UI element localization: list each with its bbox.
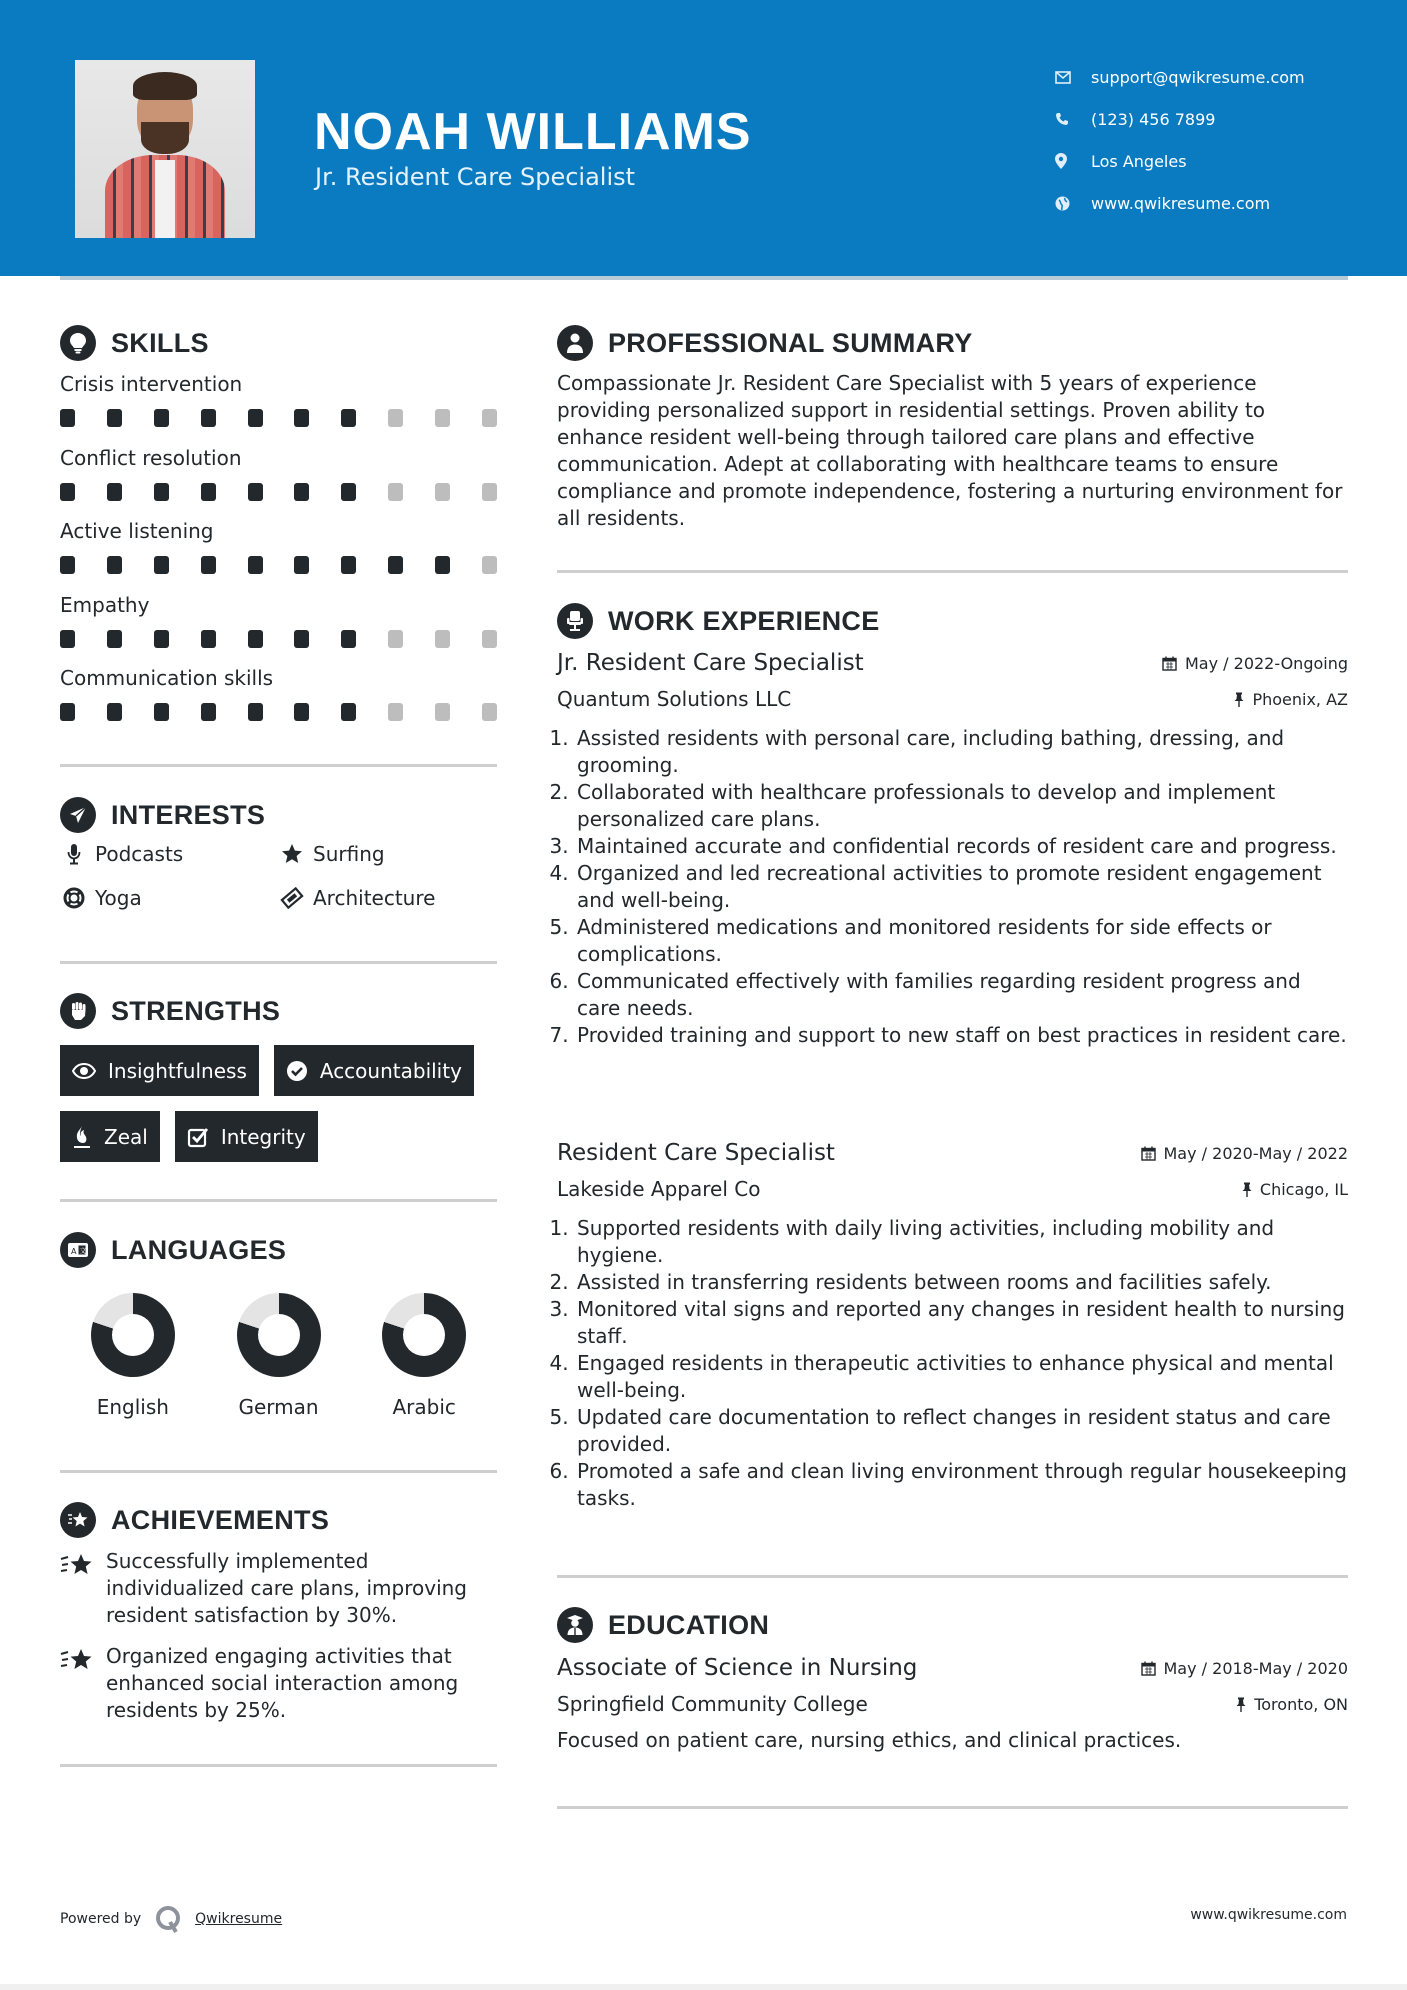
- strength-tag: Insightfulness: [60, 1045, 259, 1096]
- education-location: Toronto, ON: [1236, 1695, 1348, 1714]
- rating-dot-filled: [248, 630, 263, 648]
- achievement-star-icon: [60, 1548, 106, 1629]
- contact-email[interactable]: support@qwikresume.com: [1055, 56, 1305, 98]
- language-item: German: [206, 1293, 352, 1419]
- achievement-item: Successfully implemented individualized care plans, improving resident satisfaction by 30%.: [60, 1548, 497, 1629]
- lightbulb-icon: [60, 325, 96, 361]
- strength-tag: Integrity: [175, 1111, 318, 1162]
- strength-tag: Accountability: [274, 1045, 474, 1096]
- language-item: English: [60, 1293, 206, 1419]
- rating-dot-filled: [201, 703, 216, 721]
- contact-location: Los Angeles: [1055, 140, 1305, 182]
- rating-dot-filled: [341, 630, 356, 648]
- rating-dot-empty: [435, 703, 450, 721]
- rating-dot-filled: [107, 630, 122, 648]
- section-divider: [557, 1806, 1348, 1809]
- strength-tag: Zeal: [60, 1111, 160, 1162]
- language-proficiency-donut: [91, 1293, 175, 1377]
- rating-dot-filled: [60, 409, 75, 427]
- interests-heading: INTERESTS: [60, 797, 265, 833]
- summary-heading: PROFESSIONAL SUMMARY: [557, 325, 973, 361]
- calendar-icon: [1162, 656, 1177, 671]
- translate-icon: [60, 1232, 96, 1268]
- rating-dot-filled: [201, 630, 216, 648]
- contact-website[interactable]: www.qwikresume.com: [1055, 182, 1305, 224]
- job-location: Phoenix, AZ: [1234, 690, 1348, 709]
- job-entry: [557, 645, 1348, 1049]
- star-icon: [278, 843, 305, 865]
- calendar-icon: [1141, 1146, 1156, 1161]
- profile-photo: [75, 60, 255, 238]
- skill-rating: [60, 703, 497, 721]
- rating-dot-empty: [388, 630, 403, 648]
- achievement-star-icon: [60, 1502, 96, 1538]
- job-responsibilities: 1. Supported residents with daily living activities, including mobility and hygiene. 2. Assisted in transferring residents between rooms and facilities safely. 3. Monitored vital signs and reported any changes in resident health to nursing staff. 4. Engaged residents in therapeutic activities to enhance physical and mental well-being. 5. Updated care documentation to reflect changes in resident status and care provided. 6. Promoted a safe and clean living environment through regular housekeeping tasks.: [557, 1215, 1348, 1512]
- rating-dot-filled: [201, 556, 216, 574]
- rating-dot-filled: [435, 556, 450, 574]
- rating-dot-empty: [388, 703, 403, 721]
- candidate-title: Jr. Resident Care Specialist: [315, 163, 636, 191]
- paper-plane-icon: [60, 797, 96, 833]
- svg-text:A: A: [71, 1247, 77, 1256]
- map-marker-icon: [1055, 153, 1091, 169]
- rating-dot-empty: [482, 630, 497, 648]
- section-divider: [60, 1764, 497, 1767]
- rating-dot-filled: [294, 703, 309, 721]
- experience-heading: WORK EXPERIENCE: [557, 603, 880, 639]
- header-banner: [0, 0, 1407, 276]
- rating-dot-filled: [60, 703, 75, 721]
- rating-dot-empty: [482, 556, 497, 574]
- skill-rating: [60, 409, 497, 427]
- language-proficiency-donut: [237, 1293, 321, 1377]
- interest-item: Podcasts: [60, 840, 278, 868]
- job-dates: May / 2022-Ongoing: [1162, 654, 1348, 673]
- school-name: Springfield Community College: [557, 1692, 868, 1716]
- pushpin-icon: [1234, 692, 1244, 707]
- job-entry: [557, 1135, 1348, 1512]
- skill-item: Empathy: [60, 589, 497, 663]
- user-icon: [557, 325, 593, 361]
- achievement-star-icon: [60, 1643, 106, 1724]
- rating-dot-empty: [482, 703, 497, 721]
- check-square-icon: [187, 1126, 209, 1148]
- section-divider: [60, 764, 497, 767]
- achievement-item: Organized engaging activities that enhanced social interaction among residents by 25%.: [60, 1643, 497, 1724]
- fire-icon: [72, 1125, 92, 1149]
- achievements-list: [60, 1548, 497, 1738]
- rating-dot-filled: [294, 483, 309, 501]
- skills-heading: SKILLS: [60, 325, 209, 361]
- degree: Associate of Science in Nursing: [557, 1655, 918, 1681]
- fist-icon: [60, 993, 96, 1029]
- rating-dot-filled: [107, 703, 122, 721]
- job-dates: May / 2020-May / 2022: [1141, 1144, 1349, 1163]
- job-company: Quantum Solutions LLC: [557, 687, 792, 711]
- skill-item: Communication skills: [60, 662, 497, 736]
- office-chair-icon: [557, 603, 593, 639]
- languages-list: [60, 1293, 497, 1419]
- rating-dot-filled: [341, 703, 356, 721]
- skills-list: [60, 368, 497, 736]
- graduate-icon: [557, 1607, 593, 1643]
- section-divider: [60, 961, 497, 964]
- rating-dot-filled: [341, 409, 356, 427]
- rating-dot-filled: [154, 556, 169, 574]
- envelope-icon: [1055, 71, 1091, 84]
- rating-dot-filled: [107, 556, 122, 574]
- skill-rating: [60, 556, 497, 574]
- pushpin-icon: [1236, 1697, 1246, 1712]
- interest-item: Architecture: [278, 884, 496, 912]
- globe-icon: [1055, 196, 1091, 211]
- candidate-name: NOAH WILLIAMS: [314, 103, 752, 161]
- job-company: Lakeside Apparel Co: [557, 1177, 761, 1201]
- rating-dot-filled: [154, 703, 169, 721]
- rating-dot-filled: [154, 483, 169, 501]
- rating-dot-filled: [107, 483, 122, 501]
- section-divider: [557, 570, 1348, 573]
- ticket-icon: [278, 887, 305, 909]
- skill-item: Crisis intervention: [60, 368, 497, 442]
- rating-dot-filled: [60, 556, 75, 574]
- rating-dot-filled: [248, 483, 263, 501]
- achievements-heading: ACHIEVEMENTS: [60, 1502, 329, 1538]
- header-divider: [60, 276, 1348, 280]
- summary-text: Compassionate Jr. Resident Care Specialist with 5 years of experience providing personalized support in residential settings. Proven ability to enhance resident well-being through tailored care plans and effective communication. Adept at collaborating with healthcare teams to ensure compliance and promote independence, fostering a nurturing environment for all residents.: [557, 371, 1343, 530]
- language-proficiency-donut: [382, 1293, 466, 1377]
- rating-dot-filled: [107, 409, 122, 427]
- calendar-icon: [1141, 1661, 1156, 1676]
- rating-dot-filled: [154, 630, 169, 648]
- rating-dot-filled: [341, 483, 356, 501]
- education-entry: [557, 1650, 1348, 1752]
- qwikresume-logo-icon: [153, 1904, 183, 1934]
- rating-dot-filled: [294, 556, 309, 574]
- footer-website[interactable]: www.qwikresume.com: [1190, 1907, 1347, 1923]
- job-title: Resident Care Specialist: [557, 1140, 835, 1166]
- skill-item: Active listening: [60, 515, 497, 589]
- microphone-icon: [60, 843, 87, 865]
- rating-dot-empty: [482, 483, 497, 501]
- rating-dot-empty: [388, 409, 403, 427]
- rating-dot-empty: [435, 409, 450, 427]
- languages-heading: A 文 LANGUAGES: [60, 1232, 286, 1268]
- rating-dot-filled: [60, 630, 75, 648]
- pushpin-icon: [1242, 1182, 1252, 1197]
- rating-dot-filled: [388, 556, 403, 574]
- contact-phone[interactable]: (123) 456 7899: [1055, 98, 1305, 140]
- interest-item: Yoga: [60, 884, 278, 912]
- interest-item: Surfing: [278, 840, 496, 868]
- eye-icon: [72, 1063, 96, 1079]
- rating-dot-empty: [482, 409, 497, 427]
- contact-list: [1055, 56, 1305, 224]
- education-dates: May / 2018-May / 2020: [1141, 1659, 1349, 1678]
- section-divider: [557, 1575, 1348, 1578]
- rating-dot-filled: [201, 483, 216, 501]
- job-location: Chicago, IL: [1242, 1180, 1348, 1199]
- job-responsibilities: 1. Assisted residents with personal care, including bathing, dressing, and grooming. 2. Collaborated with healthcare professionals to develop and implement personalized care plans. 3. Maintained accurate and confidential records of resident care and progress. 4. Organized and led recreational activities to promote resident engagement and well-being. 5. Administered medications and monitored residents for side effects or complications. 6. Communicated effectively with families regarding resident progress and care needs. 7. Provided training and support to new staff on best practices in resident care.: [557, 725, 1348, 1049]
- svg-text:文: 文: [79, 1247, 87, 1255]
- section-divider: [60, 1470, 497, 1473]
- rating-dot-filled: [294, 630, 309, 648]
- phone-icon: [1055, 112, 1091, 126]
- rating-dot-empty: [388, 483, 403, 501]
- strengths-list: [60, 1045, 497, 1162]
- skill-rating: [60, 630, 497, 648]
- rating-dot-filled: [294, 409, 309, 427]
- education-heading: EDUCATION: [557, 1607, 769, 1643]
- rating-dot-filled: [154, 409, 169, 427]
- skill-item: Conflict resolution: [60, 442, 497, 516]
- rating-dot-filled: [248, 703, 263, 721]
- rating-dot-filled: [248, 556, 263, 574]
- skill-rating: [60, 483, 497, 501]
- rating-dot-filled: [248, 409, 263, 427]
- strengths-heading: STRENGTHS: [60, 993, 280, 1029]
- footer-powered-by: Powered by Qwikresume: [60, 1904, 282, 1934]
- language-item: Arabic: [351, 1293, 497, 1419]
- life-ring-icon: [60, 887, 87, 909]
- rating-dot-empty: [435, 630, 450, 648]
- job-title: Jr. Resident Care Specialist: [557, 650, 864, 676]
- page-bottom-edge: [0, 1984, 1407, 1990]
- rating-dot-empty: [435, 483, 450, 501]
- check-circle-icon: [286, 1060, 308, 1082]
- rating-dot-filled: [60, 483, 75, 501]
- qwikresume-link[interactable]: Qwikresume: [195, 1911, 283, 1927]
- rating-dot-filled: [201, 409, 216, 427]
- education-description: Focused on patient care, nursing ethics, and clinical practices.: [557, 1728, 1182, 1752]
- section-divider: [60, 1199, 497, 1202]
- rating-dot-filled: [341, 556, 356, 574]
- interests-list: [60, 840, 497, 912]
